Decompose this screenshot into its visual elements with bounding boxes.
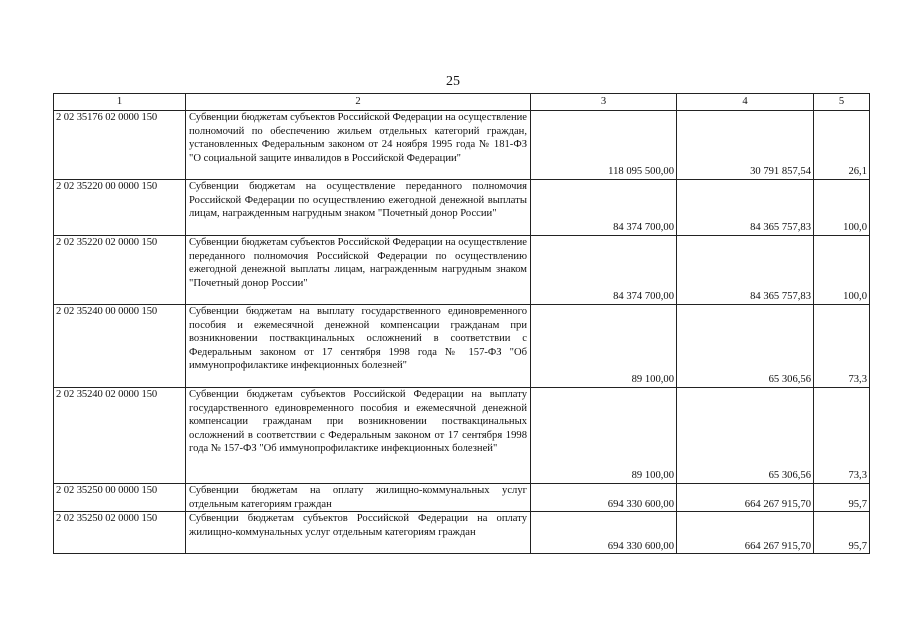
- actual-amount-cell: 664 267 915,70: [677, 512, 814, 554]
- column-header: 3: [531, 94, 677, 111]
- actual-amount-cell: 65 306,56: [677, 305, 814, 388]
- budget-code-cell: 2 02 35250 02 0000 150: [54, 512, 186, 554]
- plan-amount-cell: 84 374 700,00: [531, 180, 677, 236]
- column-header: 4: [677, 94, 814, 111]
- plan-amount-cell: 118 095 500,00: [531, 111, 677, 180]
- table-row: [54, 512, 870, 554]
- percent-cell: 95,7: [814, 484, 870, 512]
- table-row: [54, 111, 870, 180]
- percent-cell: 26,1: [814, 111, 870, 180]
- budget-code-cell: 2 02 35176 02 0000 150: [54, 111, 186, 180]
- table-row: [54, 388, 870, 484]
- column-header: 2: [186, 94, 531, 111]
- percent-cell: 100,0: [814, 236, 870, 305]
- column-header: 5: [814, 94, 870, 111]
- description-cell: Субвенции бюджетам на оплату жилищно-коммунальных услуг отдельным категориям граждан: [186, 484, 531, 512]
- table-row: [54, 305, 870, 388]
- percent-cell: 73,3: [814, 388, 870, 484]
- table-header-row: [54, 94, 870, 111]
- plan-amount-cell: 89 100,00: [531, 388, 677, 484]
- budget-code-cell: 2 02 35250 00 0000 150: [54, 484, 186, 512]
- budget-code-cell: 2 02 35220 02 0000 150: [54, 236, 186, 305]
- budget-code-cell: 2 02 35240 00 0000 150: [54, 305, 186, 388]
- percent-cell: 73,3: [814, 305, 870, 388]
- actual-amount-cell: 65 306,56: [677, 388, 814, 484]
- description-cell: Субвенции бюджетам субъектов Российской Федерации на осуществление полномочий по обеспечению жильем отдельных категорий граждан, установленных Федеральным законом от 24 ноября 1995 года № 181-ФЗ "О социальной защите инвалидов в Российской Федерации": [186, 111, 531, 180]
- description-cell: Субвенции бюджетам на осуществление переданного полномочия Российской Федерации по осуществлению ежегодной денежной выплаты лицам, награжденным нагрудным знаком "Почетный донор России": [186, 180, 531, 236]
- budget-table: [53, 93, 870, 554]
- table-row: [54, 484, 870, 512]
- budget-code-cell: 2 02 35240 02 0000 150: [54, 388, 186, 484]
- actual-amount-cell: 84 365 757,83: [677, 180, 814, 236]
- table-row: [54, 180, 870, 236]
- actual-amount-cell: 84 365 757,83: [677, 236, 814, 305]
- percent-cell: 95,7: [814, 512, 870, 554]
- actual-amount-cell: 30 791 857,54: [677, 111, 814, 180]
- budget-code-cell: 2 02 35220 00 0000 150: [54, 180, 186, 236]
- plan-amount-cell: 89 100,00: [531, 305, 677, 388]
- plan-amount-cell: 84 374 700,00: [531, 236, 677, 305]
- page-number: 25: [446, 74, 460, 89]
- description-cell: Субвенции бюджетам субъектов Российской Федерации на осуществление переданного полномочия Российской Федерации по осуществлению ежегодной денежной выплаты лицам, награжденным нагрудным знаком "Почетный донор России": [186, 236, 531, 305]
- description-cell: Субвенции бюджетам субъектов Российской Федерации на оплату жилищно-коммунальных услуг отдельным категориям граждан: [186, 512, 531, 554]
- actual-amount-cell: 664 267 915,70: [677, 484, 814, 512]
- column-header: 1: [54, 94, 186, 111]
- plan-amount-cell: 694 330 600,00: [531, 512, 677, 554]
- plan-amount-cell: 694 330 600,00: [531, 484, 677, 512]
- description-cell: Субвенции бюджетам на выплату государственного единовременного пособия и ежемесячной денежной компенсации гражданам при возникновении поствакцинальных осложнений в соответствии с Федеральным законом от 17 сентября 1998 года № 157-ФЗ "Об иммунопрофилактике инфекционных болезней": [186, 305, 531, 388]
- description-cell: Субвенции бюджетам субъектов Российской Федерации на выплату государственного единовременного пособия и ежемесячной денежной компенсации гражданам при возникновении поствакцинальных осложнений в соответствии с Федеральным законом от 17 сентября 1998 года № 157-ФЗ "Об иммунопрофилактике инфекционных болезней": [186, 388, 531, 484]
- percent-cell: 100,0: [814, 180, 870, 236]
- table-row: [54, 236, 870, 305]
